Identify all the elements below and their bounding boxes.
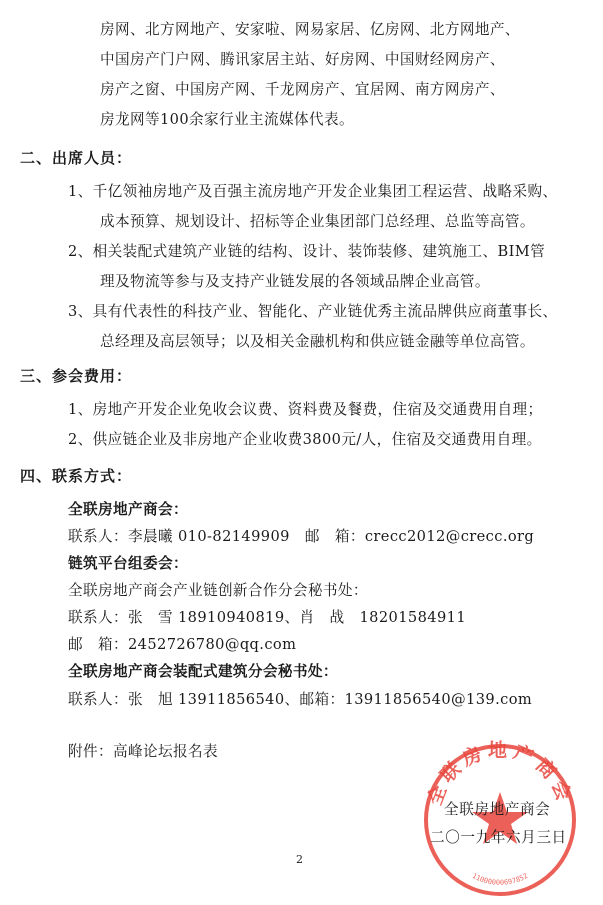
intro-line-3: 房产之窗、中国房产网、千龙网房产、宜居网、南方网房产、	[100, 81, 505, 98]
seal-arc-text: 全联房地产商会	[423, 740, 577, 809]
signature-org: 全联房地产商会	[444, 801, 551, 818]
section-heading-fees: 三、参会费用：	[20, 367, 133, 385]
section-heading-contact: 四、联系方式：	[20, 467, 133, 485]
attendee-item-3-line-2: 总经理及高层领导；以及相关金融机构和供应链金融等单位高管。	[100, 333, 535, 350]
page-number: 2	[296, 853, 304, 866]
contact-org2-email: 邮 箱：2452726780@qq.com	[68, 636, 297, 653]
contact-org3-title: 全联房地产商会装配式建筑分会秘书处：	[68, 663, 338, 680]
attendee-item-2-line-2: 理及物流等参与及支持产业链发展的各领域品牌企业高管。	[100, 273, 490, 290]
contact-org1-details: 联系人：李晨曦 010-82149909 邮 箱：crecc2012@crecc.org	[68, 528, 535, 545]
fee-item-2: 2、供应链企业及非房地产企业收费3800元/人，住宿及交通费用自理。	[68, 431, 542, 448]
seal-number: 11000000697852	[470, 871, 530, 887]
fee-item-1: 1、房地产开发企业免收会议费、资料费及餐费，住宿及交通费用自理；	[68, 401, 543, 418]
signature-date: 二〇一九年六月三日	[430, 829, 567, 846]
attendee-item-1-line-2: 成本预算、规划设计、招标等企业集团部门总经理、总监等高管。	[100, 213, 535, 230]
attendee-item-2-line-1: 2、相关装配式建筑产业链的结构、设计、装饰装修、建筑施工、BIM管	[68, 243, 546, 260]
intro-line-4: 房龙网等100余家行业主流媒体代表。	[100, 111, 354, 128]
attendee-item-1-line-1: 1、千亿领袖房地产及百强主流房地产开发企业集团工程运营、战略采购、	[68, 183, 558, 200]
intro-line-2: 中国房产门户网、腾讯家居主站、好房网、中国财经网房产、	[100, 51, 505, 68]
contact-org2-person: 联系人：张 雪 18910940819、肖 战 18201584911	[68, 609, 467, 626]
contact-org1-title: 全联房地产商会：	[68, 501, 188, 518]
attendee-item-3-line-1: 3、具有代表性的科技产业、智能化、产业链优秀主流品牌供应商董事长、	[68, 303, 558, 320]
contact-org3-details: 联系人：张 旭 13911856540、邮箱：13911856540@139.com	[68, 691, 533, 708]
contact-org2-title: 链筑平台组委会：	[68, 555, 188, 572]
attachment-note: 附件：高峰论坛报名表	[68, 743, 218, 760]
section-heading-attendees: 二、出席人员：	[20, 149, 133, 167]
official-seal-stamp	[420, 740, 580, 900]
contact-org2-subtitle: 全联房地产商会产业链创新合作分会秘书处：	[68, 582, 368, 599]
intro-line-1: 房网、北方网地产、安家啦、网易家居、亿房网、北方网地产、	[100, 21, 520, 38]
